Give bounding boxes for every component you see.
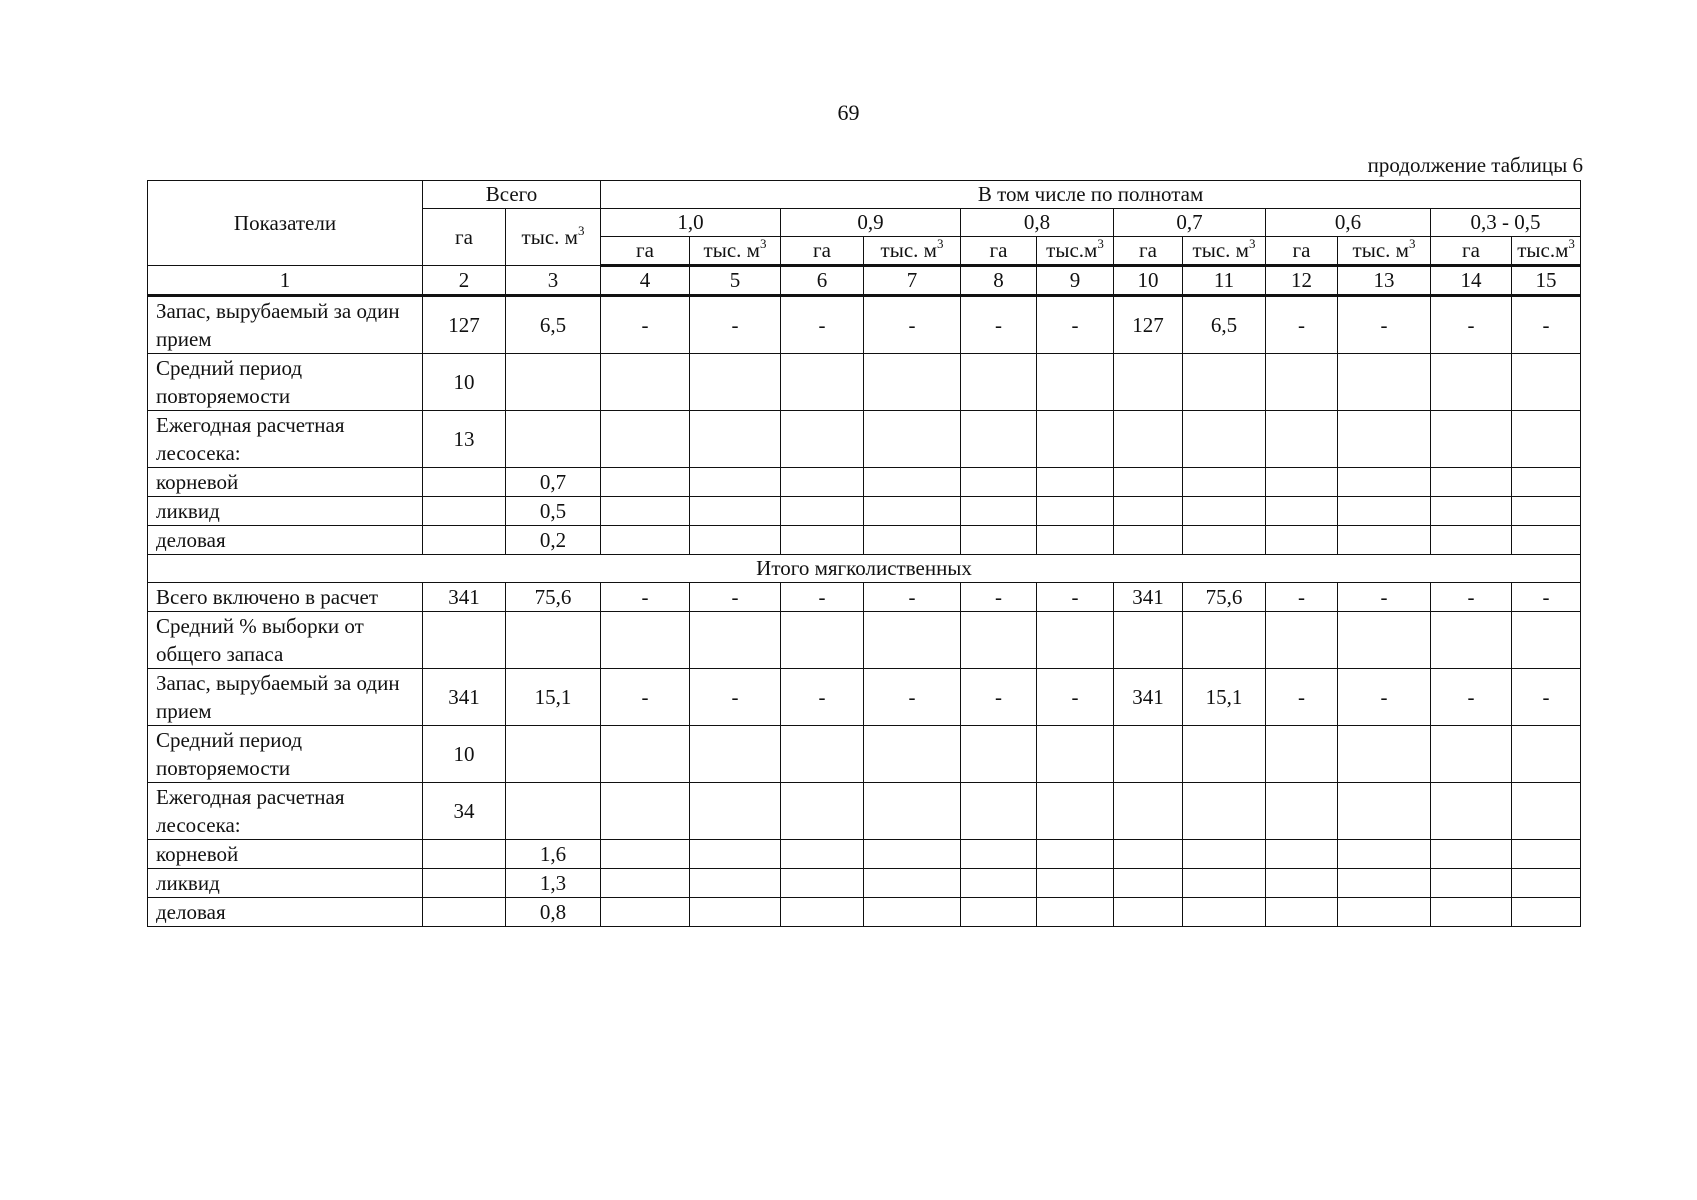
table-cell <box>1512 354 1581 411</box>
table-cell <box>1266 783 1338 840</box>
table-cell: - <box>1338 296 1431 354</box>
table-cell <box>1183 612 1266 669</box>
header-unit-volume: $тыс.м^3$ <box>1037 237 1114 266</box>
table-cell <box>1183 898 1266 927</box>
table-cell <box>601 726 690 783</box>
table-cell <box>1338 354 1431 411</box>
table-cell: 127 <box>423 296 506 354</box>
table-cell <box>601 468 690 497</box>
table-cell <box>601 411 690 468</box>
table-cell <box>781 354 864 411</box>
table-row <box>148 354 1581 411</box>
table-cell: 341 <box>1114 583 1183 612</box>
table-row <box>148 783 1581 840</box>
table-row <box>148 411 1581 468</box>
table-cell: - <box>781 669 864 726</box>
table-cell <box>1266 468 1338 497</box>
table-cell <box>1512 411 1581 468</box>
table-cell <box>1431 898 1512 927</box>
column-number: 8 <box>961 266 1037 296</box>
table-row <box>148 296 1581 354</box>
header-unit-ha: га <box>781 237 864 266</box>
table-cell <box>1183 869 1266 898</box>
row-label: Запас, вырубаемый за один прием <box>148 296 423 354</box>
table-cell: 6,5 <box>506 296 601 354</box>
table-cell: - <box>1266 669 1338 726</box>
table-cell: - <box>1037 669 1114 726</box>
table-cell <box>961 526 1037 555</box>
table-cell <box>1114 497 1183 526</box>
table-cell <box>1338 411 1431 468</box>
table-cell <box>864 612 961 669</box>
column-number: 2 <box>423 266 506 296</box>
table-cell: 0,5 <box>506 497 601 526</box>
table-cell <box>1431 497 1512 526</box>
table-cell: 10 <box>423 354 506 411</box>
table-cell: - <box>1431 296 1512 354</box>
table-cell <box>1037 411 1114 468</box>
table-cell: 75,6 <box>506 583 601 612</box>
table-cell <box>781 468 864 497</box>
table-cell <box>1183 726 1266 783</box>
table-cell <box>961 783 1037 840</box>
table-cell <box>1338 783 1431 840</box>
table-cell <box>506 354 601 411</box>
table-cell <box>864 354 961 411</box>
table-cell <box>601 526 690 555</box>
header-unit-ha: га <box>1266 237 1338 266</box>
table-cell: 10 <box>423 726 506 783</box>
row-label: корневой <box>148 840 423 869</box>
column-number: 14 <box>1431 266 1512 296</box>
table-cell <box>781 840 864 869</box>
table-row <box>148 583 1581 612</box>
table-cell <box>1338 726 1431 783</box>
table-cell <box>1183 526 1266 555</box>
table-cell <box>1037 497 1114 526</box>
table-cell <box>1114 354 1183 411</box>
header-unit-volume: тыс. $м^3$ <box>864 237 961 266</box>
table-cell: 127 <box>1114 296 1183 354</box>
table-row <box>148 840 1581 869</box>
table-cell: - <box>690 669 781 726</box>
column-number: 10 <box>1114 266 1183 296</box>
column-number: 7 <box>864 266 961 296</box>
table-cell <box>690 526 781 555</box>
header-density: 0,3 - 0,5 <box>1431 209 1581 237</box>
column-number: 13 <box>1338 266 1431 296</box>
table-cell: 341 <box>423 669 506 726</box>
row-label: Запас, вырубаемый за один прием <box>148 669 423 726</box>
table-cell: - <box>961 669 1037 726</box>
table-cell <box>690 726 781 783</box>
table-cell <box>601 783 690 840</box>
table-cell <box>1037 468 1114 497</box>
table-cell <box>423 497 506 526</box>
table-cell <box>1431 726 1512 783</box>
header-unit-ha: га <box>601 237 690 266</box>
table-cell <box>1512 612 1581 669</box>
table-cell <box>423 898 506 927</box>
row-label: корневой <box>148 468 423 497</box>
table-cell <box>864 468 961 497</box>
row-label: деловая <box>148 526 423 555</box>
table-cell <box>1512 468 1581 497</box>
table-row <box>148 898 1581 927</box>
table-cell: - <box>961 583 1037 612</box>
table-cell: - <box>1512 669 1581 726</box>
table-cell <box>1114 840 1183 869</box>
header-density: 0,7 <box>1114 209 1266 237</box>
table-cell <box>601 354 690 411</box>
table-cell <box>1338 468 1431 497</box>
column-number: 11 <box>1183 266 1266 296</box>
table-cell <box>781 726 864 783</box>
table-cell: - <box>781 296 864 354</box>
table-row <box>148 669 1581 726</box>
header-density: 1,0 <box>601 209 781 237</box>
table-cell: - <box>601 296 690 354</box>
table-cell <box>506 411 601 468</box>
table-cell: - <box>1037 296 1114 354</box>
table-cell <box>961 411 1037 468</box>
table-cell <box>690 354 781 411</box>
row-label: Средний период повторяемости <box>148 726 423 783</box>
table-cell <box>961 898 1037 927</box>
table-cell: - <box>961 296 1037 354</box>
row-label: Ежегодная расчетная лесосека: <box>148 783 423 840</box>
header-unit-ha: га <box>1114 237 1183 266</box>
table-cell <box>864 726 961 783</box>
table-cell <box>1037 840 1114 869</box>
section-title: Итого мягколиственных <box>148 555 1581 583</box>
table-cell: 1,3 <box>506 869 601 898</box>
table-cell <box>781 869 864 898</box>
table-cell: - <box>1266 583 1338 612</box>
table-row <box>148 497 1581 526</box>
table-cell: 0,7 <box>506 468 601 497</box>
table-cell <box>864 840 961 869</box>
table-cell <box>423 468 506 497</box>
table-cell <box>1266 726 1338 783</box>
header-unit-volume: тыс. $м^3$ <box>1338 237 1431 266</box>
data-table <box>147 180 1581 927</box>
table-cell <box>864 783 961 840</box>
table-cell <box>781 612 864 669</box>
table-cell: - <box>864 583 961 612</box>
table-cell: 13 <box>423 411 506 468</box>
table-cell <box>961 869 1037 898</box>
table-cell <box>1338 497 1431 526</box>
table-cell <box>1431 840 1512 869</box>
table-cell <box>1037 526 1114 555</box>
table-cell <box>1114 869 1183 898</box>
table-cell <box>423 869 506 898</box>
table-row <box>148 526 1581 555</box>
header-density: 0,6 <box>1266 209 1431 237</box>
table-cell <box>1183 354 1266 411</box>
table-cell <box>961 726 1037 783</box>
table-cell <box>423 840 506 869</box>
row-label: Средний период повторяемости <box>148 354 423 411</box>
header-by-density: В том числе по полнотам <box>601 181 1581 209</box>
row-label: ликвид <box>148 869 423 898</box>
table-caption: продолжение таблицы 6 <box>1367 153 1583 177</box>
table-cell: - <box>690 296 781 354</box>
table-cell: 75,6 <box>1183 583 1266 612</box>
header-unit-volume: тыс. $м^3$ <box>1183 237 1266 266</box>
table-cell: 341 <box>423 583 506 612</box>
table-cell <box>601 898 690 927</box>
table-cell: 341 <box>1114 669 1183 726</box>
table-cell <box>1431 354 1512 411</box>
column-numbers-row <box>148 266 1581 296</box>
table-cell: 1,6 <box>506 840 601 869</box>
header-unit-volume: тыс. $м^3$ <box>690 237 781 266</box>
column-number: 1 <box>148 266 423 296</box>
table-cell <box>1266 898 1338 927</box>
table-cell <box>1431 869 1512 898</box>
column-number: 4 <box>601 266 690 296</box>
table-cell <box>690 497 781 526</box>
table-cell: - <box>864 669 961 726</box>
table-cell <box>1037 783 1114 840</box>
table-cell <box>1338 526 1431 555</box>
table-cell <box>1037 869 1114 898</box>
table-cell <box>690 411 781 468</box>
table-cell <box>1512 526 1581 555</box>
table-cell <box>961 612 1037 669</box>
table-cell <box>690 840 781 869</box>
table-cell: - <box>601 669 690 726</box>
table-cell <box>690 612 781 669</box>
table-row <box>148 726 1581 783</box>
table-cell <box>690 468 781 497</box>
row-label: деловая <box>148 898 423 927</box>
table-cell <box>1114 468 1183 497</box>
table-cell <box>1183 840 1266 869</box>
table-cell <box>1512 783 1581 840</box>
table-cell: 6,5 <box>1183 296 1266 354</box>
table-cell <box>601 612 690 669</box>
header-total-ha: га <box>423 209 506 266</box>
table-cell: 15,1 <box>506 669 601 726</box>
column-number: 6 <box>781 266 864 296</box>
header-density: 0,9 <box>781 209 961 237</box>
table-cell <box>1037 726 1114 783</box>
table-cell <box>1037 898 1114 927</box>
table-cell <box>781 526 864 555</box>
table-cell <box>1266 612 1338 669</box>
row-label: Средний % выборки от общего запаса <box>148 612 423 669</box>
table-row <box>148 612 1581 669</box>
header-unit-ha: га <box>1431 237 1512 266</box>
table-cell <box>690 783 781 840</box>
table-cell <box>1183 497 1266 526</box>
table-row <box>148 869 1581 898</box>
table-cell <box>506 612 601 669</box>
table-cell <box>1512 840 1581 869</box>
table-cell <box>1512 497 1581 526</box>
table-cell: 15,1 <box>1183 669 1266 726</box>
table-cell <box>1266 497 1338 526</box>
table-cell <box>1338 840 1431 869</box>
table-cell <box>1431 526 1512 555</box>
table-cell: 34 <box>423 783 506 840</box>
table-cell <box>1338 869 1431 898</box>
table-cell: - <box>1266 296 1338 354</box>
table-cell <box>506 726 601 783</box>
table-cell <box>1512 898 1581 927</box>
table-cell <box>1183 411 1266 468</box>
table-cell <box>1338 612 1431 669</box>
column-number: 15 <box>1512 266 1581 296</box>
table-cell <box>864 411 961 468</box>
table-cell <box>1512 869 1581 898</box>
table-cell: 0,8 <box>506 898 601 927</box>
table-cell <box>781 497 864 526</box>
table-cell <box>961 468 1037 497</box>
table-cell: - <box>781 583 864 612</box>
table-cell <box>781 411 864 468</box>
header-density: 0,8 <box>961 209 1114 237</box>
table-cell: - <box>1512 583 1581 612</box>
header-total: Всего <box>423 181 601 209</box>
header-unit-ha: га <box>961 237 1037 266</box>
table-cell <box>1183 783 1266 840</box>
table-cell <box>1431 468 1512 497</box>
table-cell: - <box>1431 583 1512 612</box>
table-cell <box>1037 354 1114 411</box>
table-cell <box>1431 783 1512 840</box>
header-unit-volume: $тыс.м^3$ <box>1512 237 1581 266</box>
table-cell: - <box>1338 669 1431 726</box>
table-cell <box>781 898 864 927</box>
page-number: 69 <box>837 100 860 125</box>
table-cell <box>1266 840 1338 869</box>
table-cell <box>1266 411 1338 468</box>
table-cell <box>1512 726 1581 783</box>
table-cell <box>961 354 1037 411</box>
table-cell <box>864 497 961 526</box>
table-cell <box>1266 526 1338 555</box>
table-cell <box>1266 869 1338 898</box>
table-cell <box>781 783 864 840</box>
table-cell <box>423 526 506 555</box>
table-cell <box>601 869 690 898</box>
column-number: 5 <box>690 266 781 296</box>
section-row <box>148 555 1581 583</box>
row-label: Ежегодная расчетная лесосека: <box>148 411 423 468</box>
table-cell: - <box>601 583 690 612</box>
table-cell: - <box>864 296 961 354</box>
table-cell <box>961 840 1037 869</box>
table-cell <box>601 840 690 869</box>
table-cell <box>1183 468 1266 497</box>
table-cell <box>1114 411 1183 468</box>
table-cell <box>1266 354 1338 411</box>
table-cell <box>961 497 1037 526</box>
table-cell <box>1114 783 1183 840</box>
table-cell <box>1338 898 1431 927</box>
table-cell <box>690 898 781 927</box>
table-cell <box>601 497 690 526</box>
table-cell <box>864 869 961 898</box>
table-cell <box>864 526 961 555</box>
table-cell <box>1114 726 1183 783</box>
table-row <box>148 468 1581 497</box>
table-cell: - <box>1431 669 1512 726</box>
row-label: Всего включено в расчет <box>148 583 423 612</box>
table-cell: 0,2 <box>506 526 601 555</box>
table-cell <box>1037 612 1114 669</box>
table-cell: - <box>1037 583 1114 612</box>
table-cell <box>1114 898 1183 927</box>
column-number: 9 <box>1037 266 1114 296</box>
table-cell: - <box>690 583 781 612</box>
column-number: 3 <box>506 266 601 296</box>
table-cell <box>1431 411 1512 468</box>
table-cell <box>423 612 506 669</box>
table-cell: - <box>1338 583 1431 612</box>
table-cell <box>864 898 961 927</box>
table-cell <box>506 783 601 840</box>
column-number: 12 <box>1266 266 1338 296</box>
table-cell <box>1114 612 1183 669</box>
row-label: ликвид <box>148 497 423 526</box>
table-cell <box>1431 612 1512 669</box>
header-indicators: Показатели <box>148 181 423 266</box>
header-total-volume: тыс. $м^3$ <box>506 209 601 266</box>
table-cell: - <box>1512 296 1581 354</box>
table-cell <box>1114 526 1183 555</box>
table-cell <box>690 869 781 898</box>
